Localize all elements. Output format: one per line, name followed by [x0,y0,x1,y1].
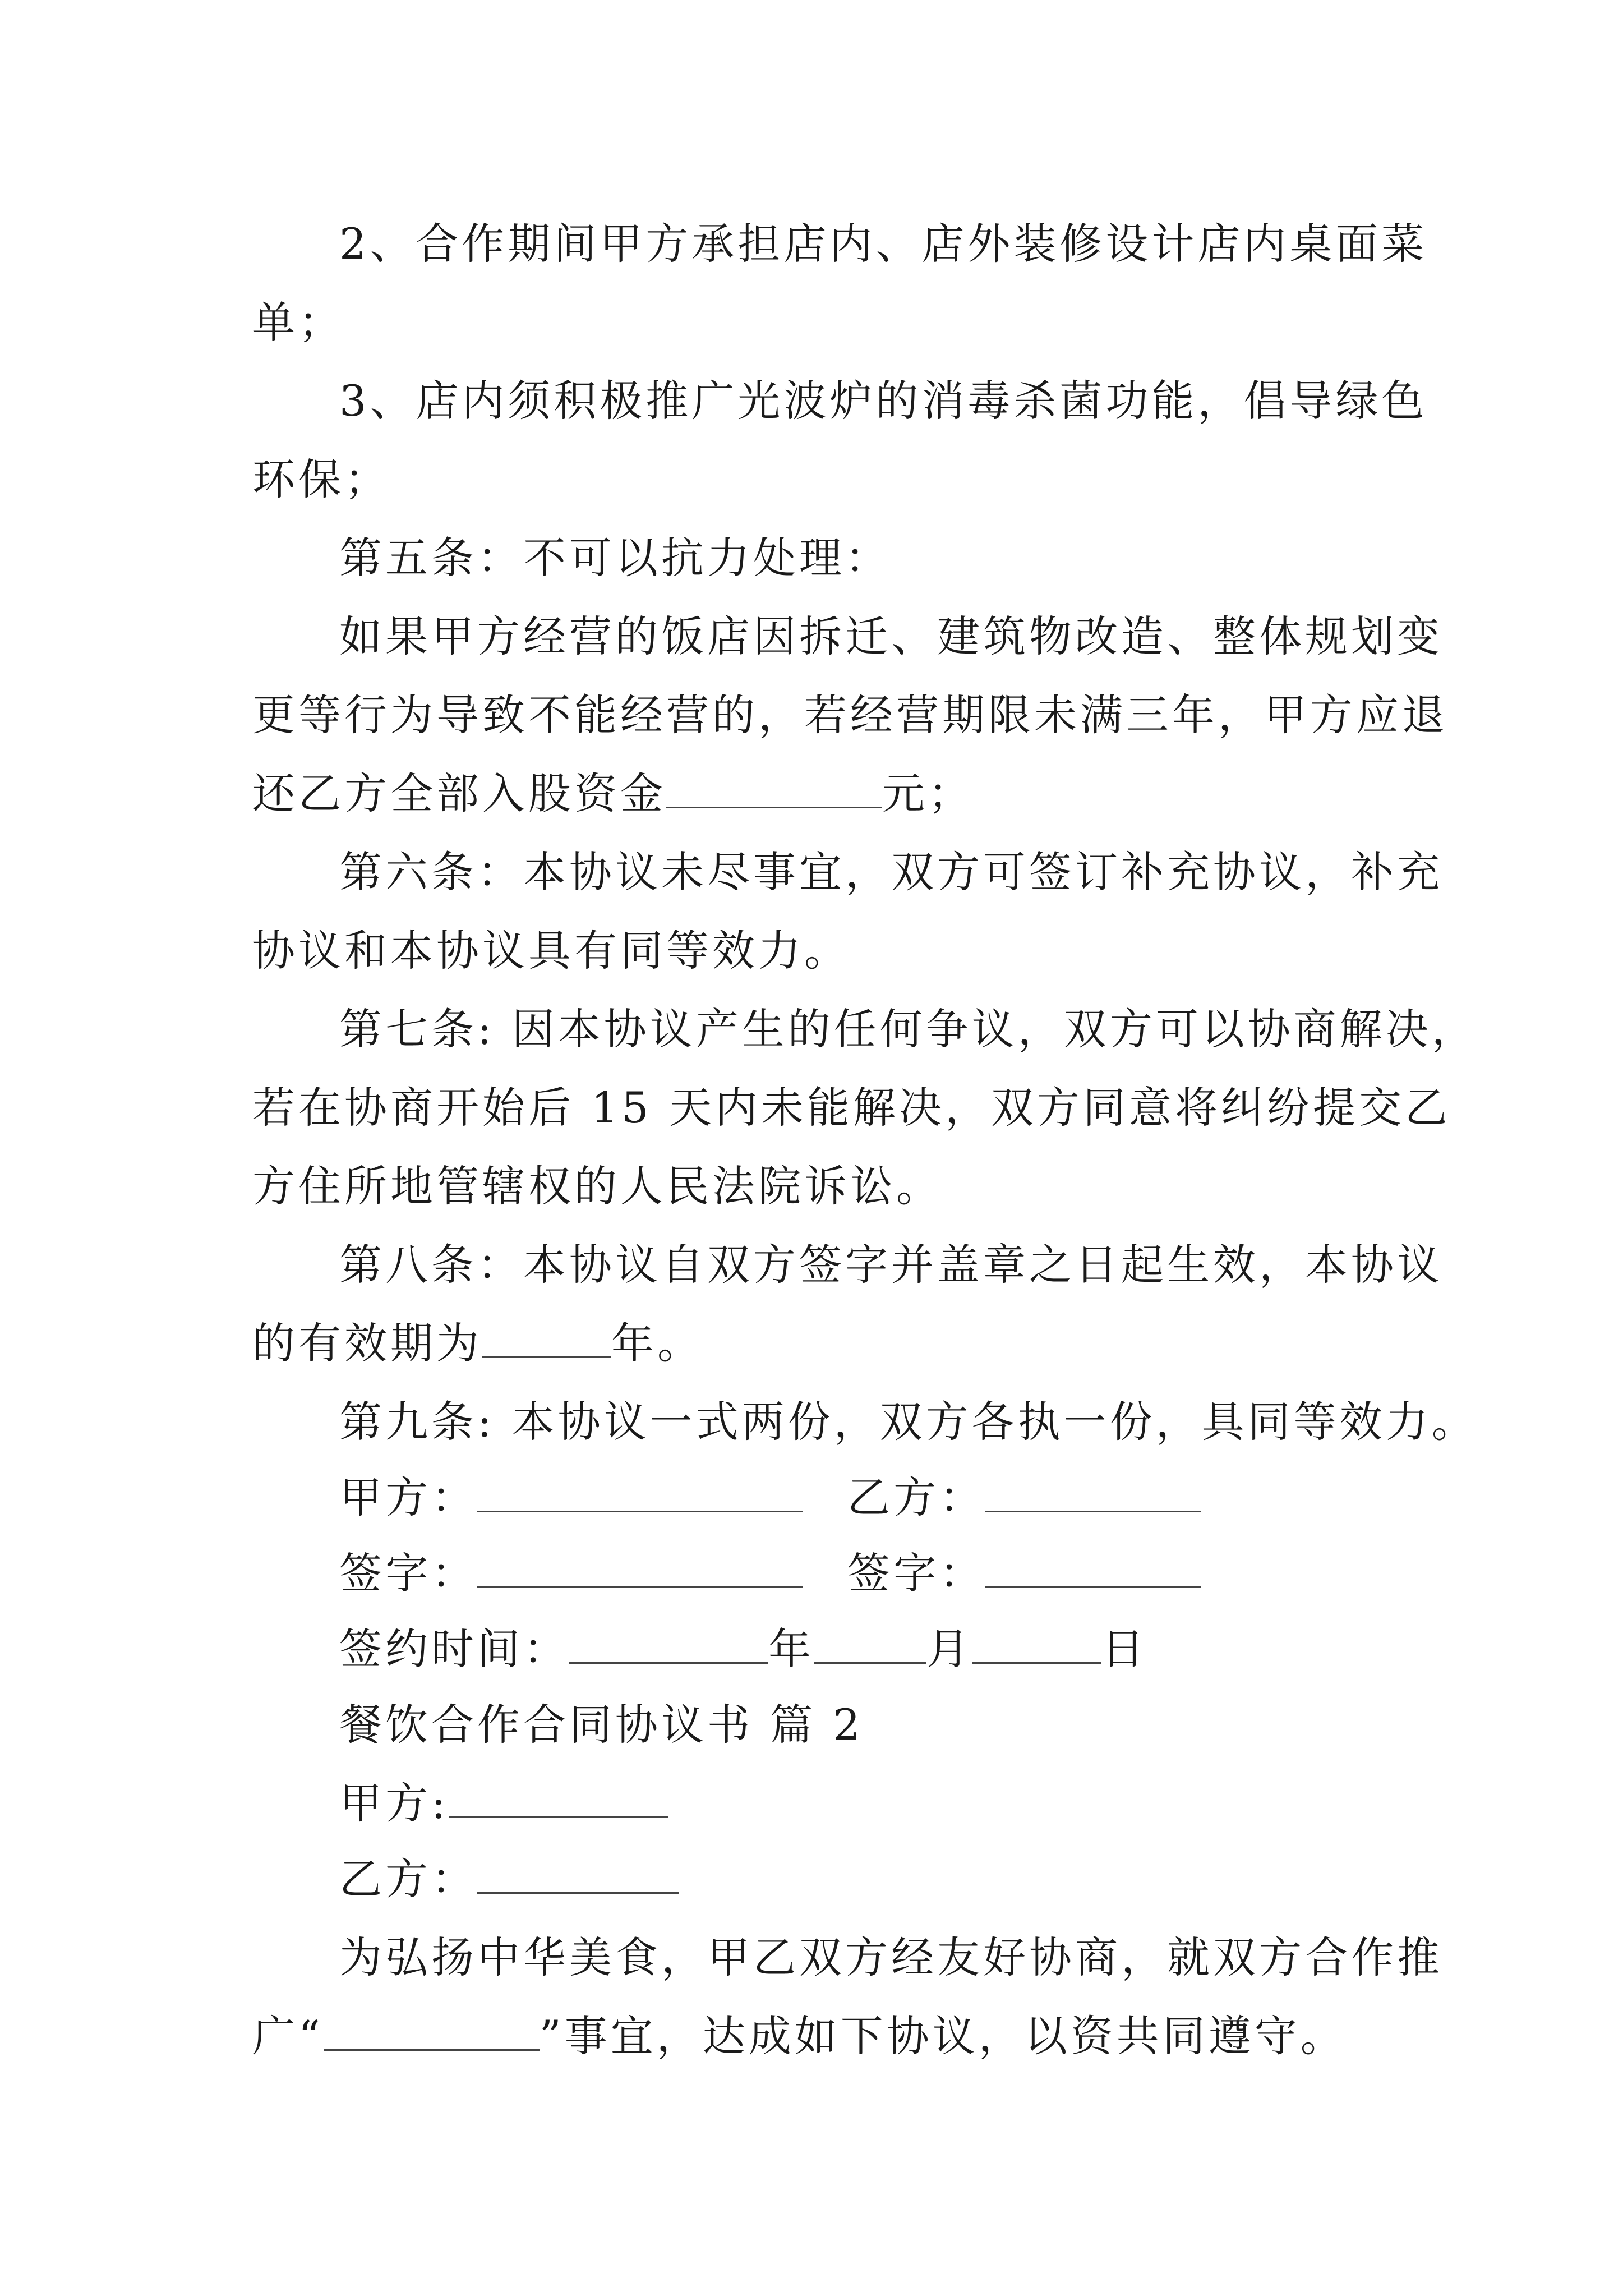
party-a-sign-label: 签字： [339,1548,477,1598]
party-a-sign-blank[interactable] [477,1553,803,1588]
party-b-sign-blank[interactable] [985,1553,1201,1588]
paragraph-line [252,2008,1385,2064]
article-heading: 第五条：不可以抗力处理： [339,533,891,583]
section-title: 餐饮合作合同协议书 篇 2 [339,1700,864,1750]
paragraph-line: 单； [252,297,344,347]
line-text: 还乙方全部入股资金 [252,769,666,818]
validity-years-blank[interactable] [482,1323,611,1358]
paragraph-line: 方住所地管辖权的人民法院诉讼。 [252,1161,942,1211]
document-page [252,0,1478,2296]
party-b-label: 乙方： [847,1473,985,1522]
capital-amount-blank[interactable] [666,773,882,808]
paragraph-line: 第七条: 因本协议产生的任何争议，双方可以协商解决， [339,1004,1478,1054]
signature-row-party [252,1470,1385,1526]
party-a-label: 甲方： [339,1473,477,1522]
party-a-label: 甲方: [339,1778,449,1828]
line-text: 元； [882,769,974,818]
signature-row-sign [252,1545,1385,1602]
paragraph-line [252,766,1385,822]
day-blank[interactable] [972,1628,1101,1664]
paragraph-line: 第九条: 本协议一式两份，双方各执一份，具同等效力。 [339,1397,1478,1447]
party-b-blank[interactable] [985,1477,1201,1512]
party-b-sign-label: 签字： [847,1548,985,1598]
line-text: 广“ [252,2011,324,2061]
party-b-row [252,1851,1385,1907]
paragraph-line: 协议和本协议具有同等效力。 [252,926,850,976]
cooperation-item-blank[interactable] [324,2016,540,2051]
month-label: 月 [926,1624,972,1674]
line-text: 的有效期为 [252,1318,482,1368]
month-blank[interactable] [814,1628,926,1664]
paragraph-line: 3、店内须积极推广光波炉的消毒杀菌功能，倡导绿色 [339,376,1428,426]
party-b-label: 乙方： [339,1854,477,1904]
paragraph-line: 若在协商开始后 15 天内未能解决，双方同意将纠纷提交乙 [252,1083,1451,1133]
paragraph-line: 2、合作期间甲方承担店内、店外装修设计店内桌面菜 [339,219,1428,269]
year-blank[interactable] [569,1628,768,1664]
paragraph-line [252,1315,1385,1372]
paragraph-line: 第六条：本协议未尽事宜，双方可签订补充协议，补充 [339,847,1443,897]
party-a-blank[interactable] [449,1783,668,1818]
party-a-row [252,1775,1385,1832]
paragraph-line: 如果甲方经营的饭店因拆迁、建筑物改造、整体规划变 [339,611,1443,661]
line-text: 年。 [611,1318,703,1368]
paragraph-line: 为弘扬中华美食，甲乙双方经友好协商，就双方合作推 [339,1932,1443,1982]
party-a-blank[interactable] [477,1477,803,1512]
signing-date-row [252,1621,1385,1677]
year-label: 年 [768,1624,814,1674]
day-label: 日 [1101,1624,1147,1674]
signing-date-label: 签约时间： [339,1624,569,1674]
line-text: ”事宜，达成如下协议，以资共同遵守。 [539,2011,1347,2061]
paragraph-line: 更等行为导致不能经营的，若经营期限未满三年，甲方应退 [252,690,1448,740]
paragraph-line: 环保； [252,454,390,504]
paragraph-line: 第八条：本协议自双方签字并盖章之日起生效，本协议 [339,1240,1443,1290]
party-b-blank[interactable] [477,1858,679,1894]
